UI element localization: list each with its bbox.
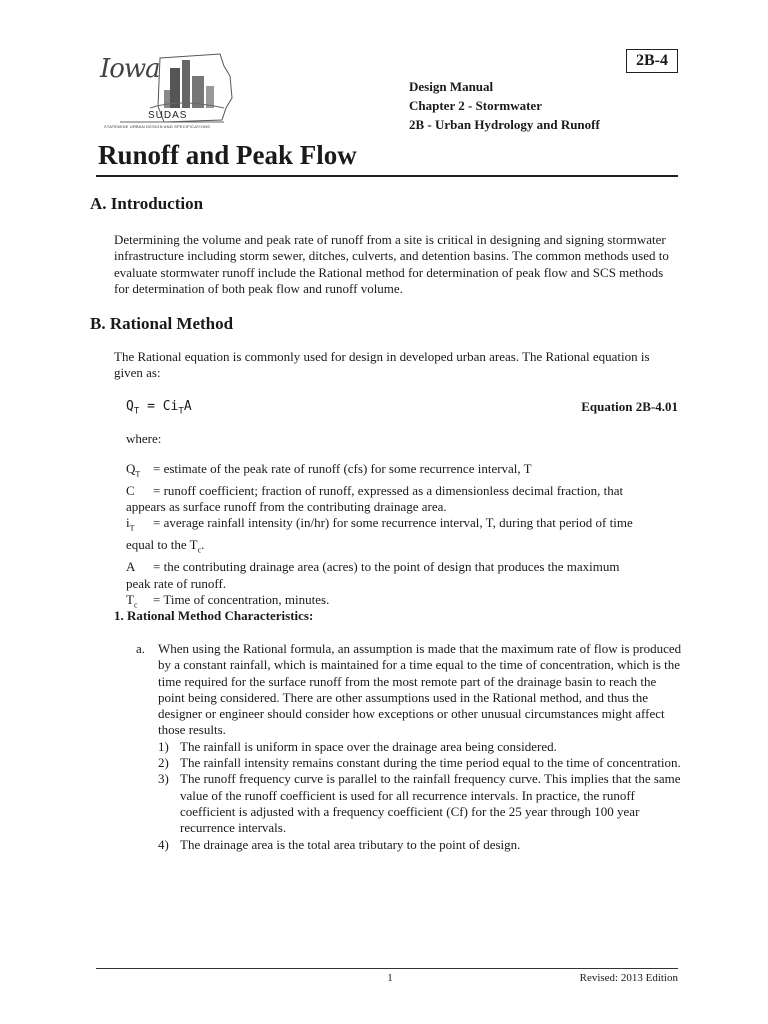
footer-divider [96,968,678,969]
definition-continuation: peak rate of runoff. [126,575,227,591]
definition-text: = the contributing drainage area (acres) to the point of design that produces the maximum [153,559,620,575]
item-a-marker: a. [136,641,146,656]
rational-equation [126,399,192,417]
logo-script-text: Iowa [100,54,160,84]
definition-continuation: equal to the $T_c$. [126,537,205,555]
footer-page-number: 1 [387,972,393,984]
definition-symbol: $i_T$ [126,515,135,534]
header-section: 2B - Urban Hydrology and Runoff [409,117,600,132]
equation-label: Equation 2B-4.01 [581,399,678,414]
definition-text: = runoff coefficient; fraction of runoff, expressed as a dimensionless decimal fraction, that [153,482,624,498]
section-b-paragraph: The Rational equation is commonly used for design in developed urban areas. The Rational equation is given as: [114,349,650,381]
title-divider [96,175,678,177]
definition-text: = Time of concentration, minutes. [153,591,330,607]
page-code-badge: 2B-4 [626,49,678,73]
definition-i [126,515,686,537]
iowa-sudas-logo [100,46,240,136]
list-item: 3) The runoff frequency curve is parallel to the rainfall frequency curve. This implies that the same value of the runoff coefficient is used for all recurrence intervals. In practice, the runoff coefficient is adjusted with a frequency coefficient (Cf) for the 25 year through 100 year recurrence intervals. [158,771,681,836]
variable-definitions [126,461,686,614]
document-header [409,77,600,134]
list-item: 4) The drainage area is the total area tributary to the point of design. [158,836,521,852]
assumption-list [158,739,684,853]
item-a-text: When using the Rational formula, an assumption is made that the maximum rate of flow is produced by a constant rainfall, which is maintained for a time equal to the time of concentration, which is the time required for the surface runoff from the most remote part of the drainage basin to reach the point being considered. There are other assumptions used in the Rational method, and thus the designer or engineer should consider how exceptions or other unusual circumstances might affect those results. [158,641,682,738]
definition-symbol: $Q_T$ [126,461,141,479]
logo-tagline: STATEWIDE URBAN DESIGN AND SPECIFICATIONS [104,124,210,129]
definition-text: = average rainfall intensity (in/hr) for some recurrence interval, T, during that period of time [153,515,633,531]
equation-lhs: Q [126,399,134,414]
definition-a [126,559,686,575]
subsection-1-heading: 1. Rational Method Characteristics: [114,608,314,623]
equation-lhs-subscript: T [133,406,140,417]
section-b-heading: B. Rational Method [90,314,234,333]
header-chapter: Chapter 2 - Stormwater [409,98,542,113]
section-a-paragraph: Determining the volume and peak rate of runoff from a site is critical in designing and signing stormwater infrastructure including storm sewer, ditches, culverts, and detention basins. The common methods used to evaluate stormwater runoff include the Rational method for determination of peak flow and SCS methods for determination of both peak flow and runoff volume. [114,232,669,296]
list-item: 2) The rainfall intensity remains constant during the time period equal to the time of concentration. [158,755,681,771]
item-a-body [158,641,684,853]
equation-rhs-b: A [183,399,192,414]
footer-revision: Revised: 2013 Edition [579,972,678,984]
definition-symbol: $T_c$ [126,591,138,610]
header-manual: Design Manual [409,79,494,94]
logo-sudas-text: SUDAS [148,110,188,121]
page-title: Runoff and Peak Flow [98,140,357,170]
equation-rhs-subscript: T [178,406,184,417]
where-label: where: [126,431,162,446]
definition-symbol: C [126,482,135,498]
definition-continuation: appears as surface runoff from the contributing drainage area. [126,499,447,515]
list-item: 1) The rainfall is uniform in space over the drainage area being considered. [158,738,557,754]
definition-c [126,483,686,499]
definition-q [126,461,686,483]
section-a-heading: A. Introduction [90,194,204,213]
equation-rhs-a: = Ci [147,399,179,414]
item-a [136,641,684,853]
definition-symbol: A [126,559,136,575]
definition-text: = estimate of the peak rate of runoff (cfs) for some recurrence interval, T [153,461,532,476]
